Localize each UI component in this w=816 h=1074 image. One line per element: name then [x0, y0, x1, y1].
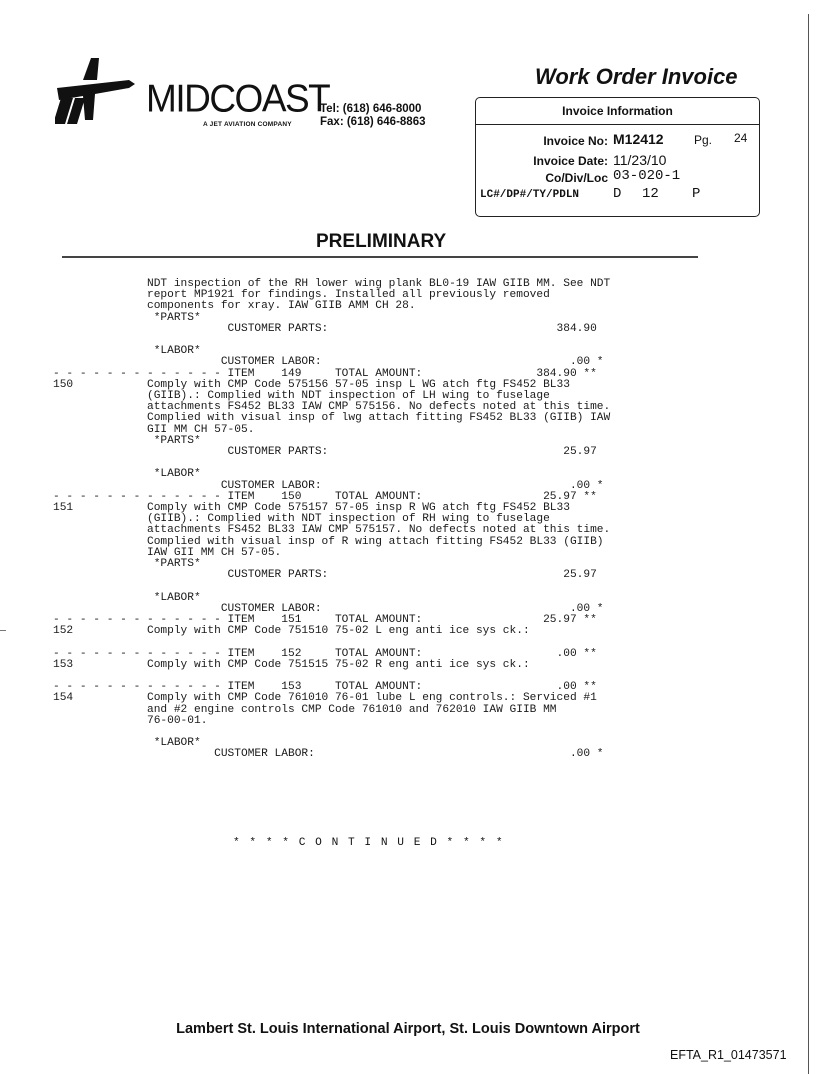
text-line: and #2 engine controls CMP Code 761010 and 762010 IAW GIIB MM: [53, 703, 557, 716]
text-line: CUSTOMER LABOR: .00 *: [53, 356, 604, 369]
invoice-info-box: [475, 97, 760, 217]
text-line: components for xray. IAW GIIB AMM CH 28.: [53, 300, 416, 313]
lc-p: P: [692, 186, 701, 202]
text-line: 76-00-01.: [53, 714, 208, 727]
text-line: *LABOR*: [53, 591, 201, 604]
jet-plane-logo-icon: [55, 58, 135, 128]
co-div-loc: 03-020-1: [613, 168, 681, 184]
text-line: (GIIB).: Complied with NDT inspection of LH wing to fuselage: [53, 390, 550, 402]
text-line: 150 Comply with CMP Code 575156 57-05 insp L WG atch ftg FS452 BL33: [53, 378, 570, 391]
text-line: CUSTOMER LABOR: .00 *: [53, 602, 604, 615]
invoice-date: 11/23/10: [613, 152, 667, 168]
text-line: - - - - - - - - - - - - - ITEM 149 TOTAL AMOUNT: 384.90 **: [53, 367, 597, 380]
page-label: Pg.: [694, 133, 713, 147]
text-line: attachments FS452 BL33 IAW CMP 575157. No defects noted at this time.: [53, 524, 611, 537]
continued-marker: * * * * C O N T I N U E D * * * *: [233, 837, 505, 849]
co-div-loc-label: Co/Div/Loc: [545, 171, 608, 185]
header-divider: [62, 256, 698, 258]
fax-number: Fax: (618) 646-8863: [320, 116, 426, 128]
text-line: - - - - - - - - - - - - - ITEM 150 TOTAL AMOUNT: 25.97 **: [53, 490, 597, 503]
invoice-date-label: Invoice Date:: [533, 154, 608, 168]
text-line: IAW GII MM CH 57-05.: [53, 546, 282, 559]
text-line: attachments FS452 BL33 IAW CMP 575156. No defects noted at this time.: [53, 401, 611, 414]
contact-info: [320, 103, 425, 129]
preliminary-heading: PRELIMINARY: [316, 231, 447, 252]
text-line: CUSTOMER LABOR: .00 *: [53, 479, 604, 492]
text-line: *PARTS*: [53, 311, 201, 324]
brand-name: MIDCOAST: [146, 76, 330, 121]
lc-d: D: [613, 186, 622, 202]
text-line: *LABOR*: [53, 737, 201, 750]
text-line: CUSTOMER PARTS: 384.90: [53, 322, 597, 335]
page-number: 24: [734, 131, 748, 145]
text-line: 152 Comply with CMP Code 751510 75-02 L eng anti ice sys ck.:: [53, 625, 530, 638]
text-line: GII MM CH 57-05.: [53, 423, 255, 436]
text-line: CUSTOMER PARTS: 25.97: [53, 569, 597, 582]
text-line: *LABOR*: [53, 468, 201, 481]
document-id: EFTA_R1_01473571: [670, 1048, 787, 1062]
brand-tagline: A JET AVIATION COMPANY: [203, 121, 292, 128]
text-line: 154 Comply with CMP Code 761010 76-01 lube L eng controls.: Serviced #1: [53, 692, 597, 705]
scan-margin-tick: [0, 630, 6, 631]
text-line: *PARTS*: [53, 434, 201, 447]
text-line: - - - - - - - - - - - - - ITEM 153 TOTAL AMOUNT: .00 **: [53, 681, 597, 694]
text-line: - - - - - - - - - - - - - ITEM 152 TOTAL AMOUNT: .00 **: [53, 647, 597, 660]
text-line: report MP1921 for findings. Installed all previously removed: [53, 289, 550, 302]
invoice-info-heading: Invoice Information: [476, 98, 759, 125]
text-line: - - - - - - - - - - - - - ITEM 151 TOTAL AMOUNT: 25.97 **: [53, 614, 597, 626]
phone-number: Tel: (618) 646-8000: [320, 103, 422, 115]
invoice-number-label: Invoice No:: [543, 134, 608, 148]
text-line: CUSTOMER PARTS: 25.97: [53, 446, 597, 458]
text-line: (GIIB).: Complied with NDT inspection of RH wing to fuselage: [53, 513, 550, 526]
text-line: CUSTOMER LABOR: .00 *: [53, 748, 604, 761]
text-line: Complied with visual insp of lwg attach fitting FS452 BL33 (GIIB) IAW: [53, 412, 611, 425]
document-title: Work Order Invoice: [535, 64, 738, 89]
text-line: 151 Comply with CMP Code 575157 57-05 insp R WG atch ftg FS452 BL33: [53, 502, 570, 514]
text-line: 153 Comply with CMP Code 751515 75-02 R eng anti ice sys ck.:: [53, 658, 530, 671]
text-line: *LABOR*: [53, 345, 201, 358]
footer-locations: Lambert St. Louis International Airport, St. Louis Downtown Airport: [176, 1021, 640, 1037]
text-line: *PARTS*: [53, 558, 201, 570]
text-line: Complied with visual insp of R wing attach fitting FS452 BL33 (GIIB): [53, 535, 604, 548]
invoice-number: M12412: [613, 131, 664, 147]
lc-dp-ty-pdln-label: LC#/DP#/TY/PDLN: [480, 189, 580, 201]
lc-number: 12: [642, 186, 659, 202]
text-line: NDT inspection of the RH lower wing plank BL0-19 IAW GIIB MM. See NDT: [53, 278, 611, 290]
scan-margin-line: [808, 14, 809, 1074]
